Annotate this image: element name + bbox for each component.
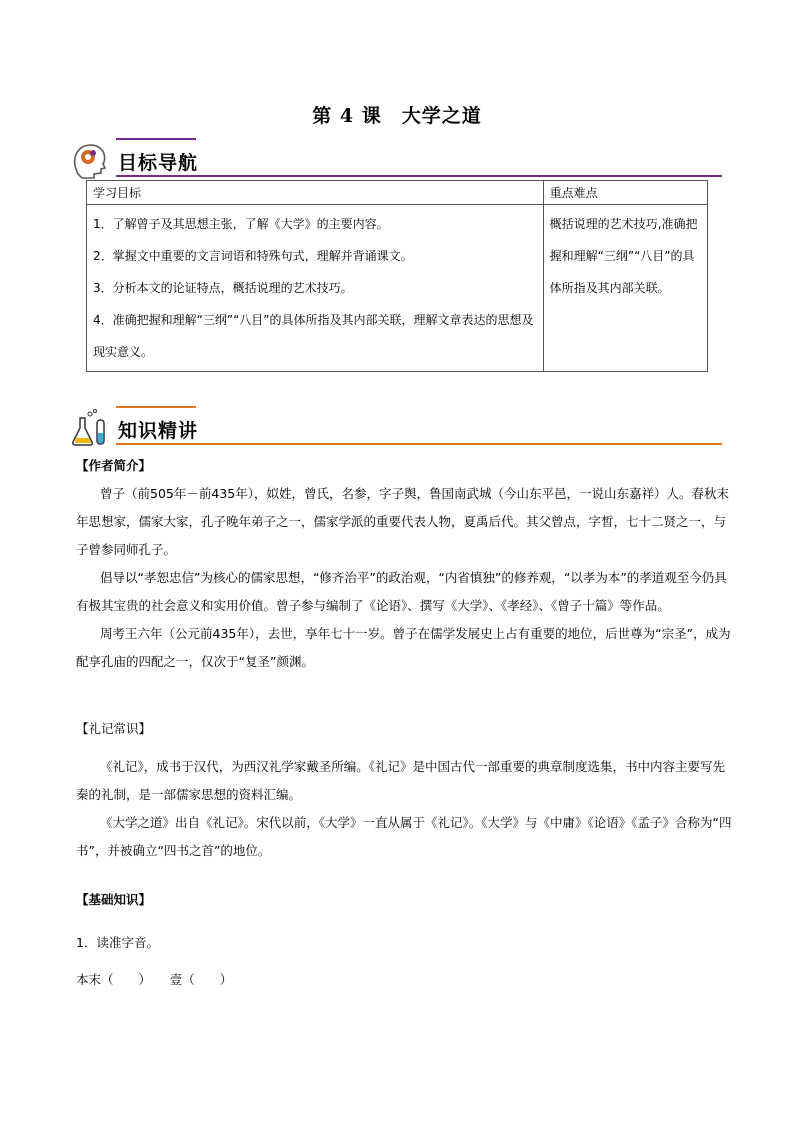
header-underline xyxy=(116,175,722,177)
author-section xyxy=(76,452,736,676)
header-focus: 重点难点 xyxy=(543,181,707,205)
table-header-row xyxy=(87,181,708,205)
section-title: 知识精讲 xyxy=(118,420,199,442)
liji-paragraph: 《大学之道》出自《礼记》。宋代以前，《大学》一直从属于《礼记》。《大学》与《中庸》《论语》《孟子》合称为“四书”，并被确立“四书之首”的地位。 xyxy=(76,815,732,858)
header-accent-line xyxy=(116,406,196,408)
header-goals: 学习目标 xyxy=(87,181,544,205)
goal-item: 4．准确把握和理解“三纲”“八目”的具体所指及其内部关联，理解文章表达的思想及现实意义。 xyxy=(93,313,534,359)
basics-heading: 【基础知识】 xyxy=(76,892,152,907)
liji-heading: 【礼记常识】 xyxy=(76,721,152,736)
liji-section xyxy=(76,715,736,865)
goals-table xyxy=(86,180,708,372)
section-header-goals xyxy=(70,138,722,178)
table-row xyxy=(87,205,708,372)
goal-item: 3．分析本文的论证特点，概括说理的艺术技巧。 xyxy=(93,281,353,295)
focus-text: 概括说理的艺术技巧,准确把握和理解“三纲”“八目”的具体所指及其内部关联。 xyxy=(549,217,698,295)
goal-item: 1．了解曾子及其思想主张，了解《大学》的主要内容。 xyxy=(93,217,389,231)
author-paragraph: 倡导以“孝恕忠信”为核心的儒家思想，“修齐治平”的政治观，“内省慎独”的修养观，“以孝为本”的孝道观至今仍具有极其宝贵的社会意义和实用价值。曾子参与编制了《论语》、撰写《大学》、《孝经》、《曾子十篇》等作品。 xyxy=(76,570,727,613)
page-title: 第 4 课 大学之道 xyxy=(312,105,482,127)
author-paragraph: 曾子（前505年－前435年），姒姓，曾氏，名参，字子舆，鲁国南武城（今山东平邑，一说山东嘉祥）人。春秋末年思想家，儒家大家，孔子晚年弟子之一，儒家学派的重要代表人物，夏禹后代。其父曾点，字皙，七十二贤之一，与子曾参同师孔子。 xyxy=(76,486,729,557)
goal-item: 2．掌握文中重要的文言词语和特殊句式，理解并背诵课文。 xyxy=(93,249,413,263)
brain-head-icon xyxy=(70,140,110,180)
section-header-knowledge xyxy=(70,406,722,446)
basics-item: 1．读准字音。 xyxy=(76,935,159,950)
liji-paragraph: 《礼记》，成书于汉代，为西汉礼学家戴圣所编。《礼记》是中国古代一部重要的典章制度选集，书中内容主要写先秦的礼制，是一部儒家思想的资料汇编。 xyxy=(76,759,726,802)
author-heading: 【作者简介】 xyxy=(76,458,152,473)
header-accent-line xyxy=(116,138,196,140)
goals-cell xyxy=(87,205,544,372)
author-paragraph: 周考王六年（公元前435年），去世，享年七十一岁。曾子在儒学发展史上占有重要的地位，后世尊为“宗圣”，成为配享孔庙的四配之一，仅次于“复圣”颜渊。 xyxy=(76,626,731,669)
pronunciation-line: 本末（ ） 壹（ ） xyxy=(76,972,233,987)
section-title: 目标导航 xyxy=(118,152,199,174)
focus-cell xyxy=(543,205,707,372)
header-underline xyxy=(116,443,722,445)
chemistry-flask-icon xyxy=(70,408,110,448)
